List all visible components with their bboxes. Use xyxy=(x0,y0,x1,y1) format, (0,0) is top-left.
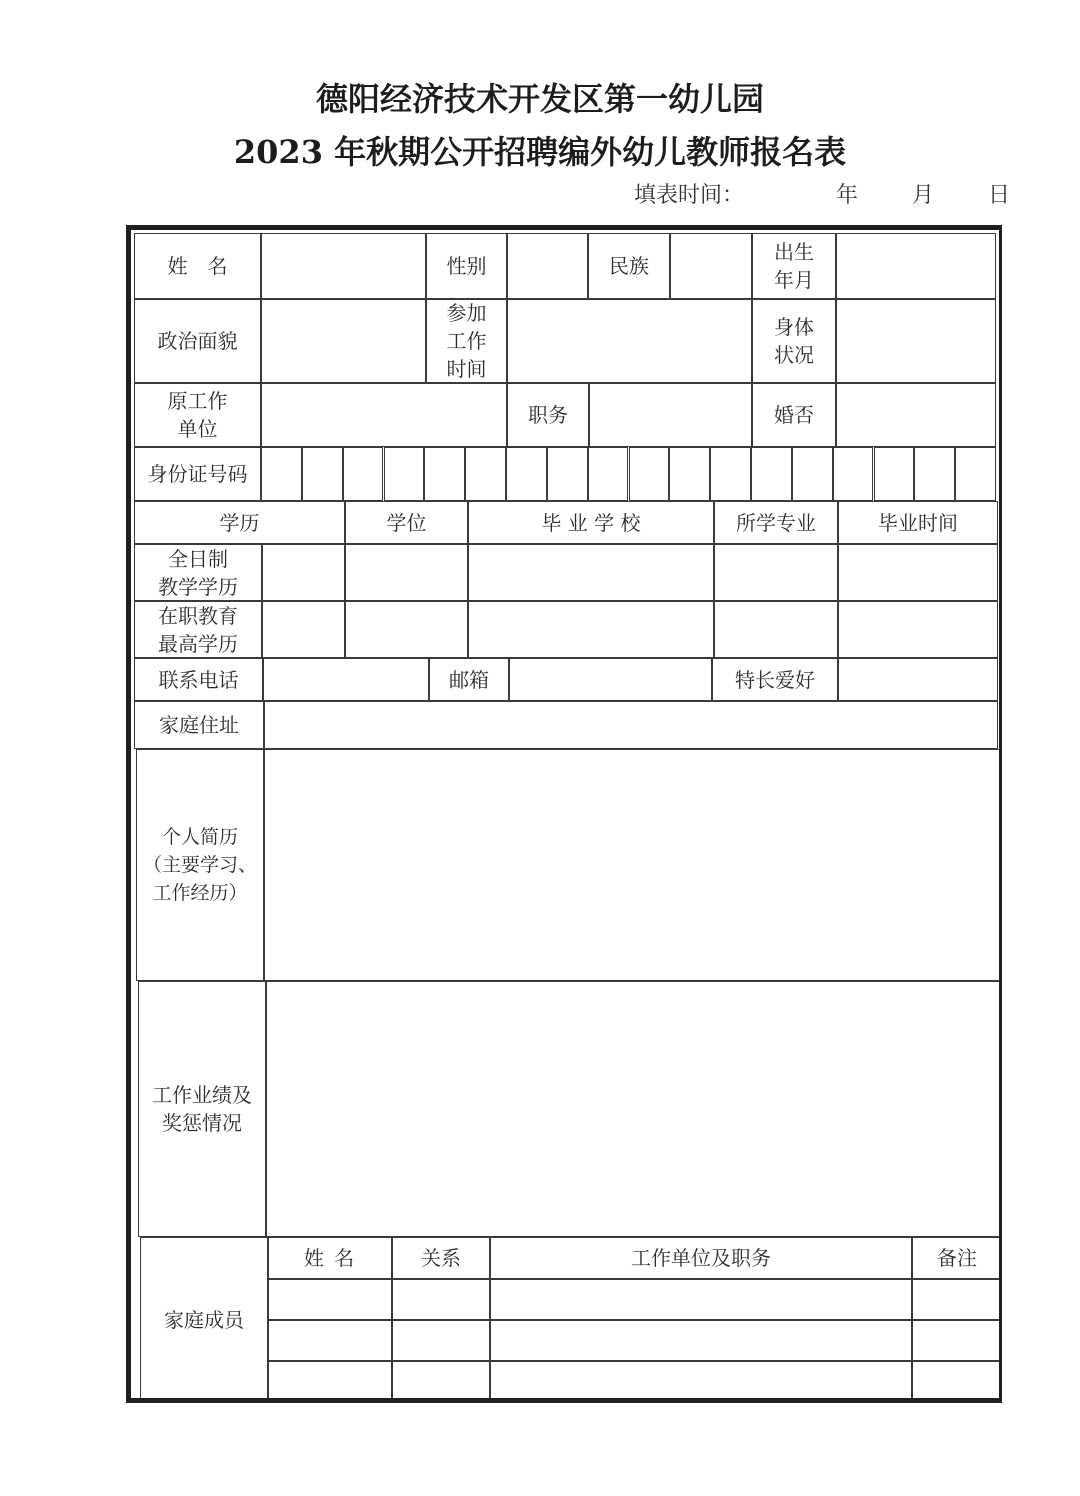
family-name-field[interactable] xyxy=(268,1279,392,1320)
major-header: 所学专业 xyxy=(714,501,838,544)
hobby-label: 特长爱好 xyxy=(712,658,838,701)
degree-header: 学位 xyxy=(345,501,468,544)
fill-time-year: 年 xyxy=(836,183,859,208)
family-work-field[interactable] xyxy=(490,1361,912,1403)
email-label: 邮箱 xyxy=(429,658,509,701)
registration-form xyxy=(126,225,1002,1403)
ethnicity-field[interactable] xyxy=(670,233,752,299)
fulltime-school-field[interactable] xyxy=(468,544,714,601)
id-digit-box[interactable] xyxy=(547,447,588,501)
id-number-label: 身份证号码 xyxy=(134,447,261,501)
health-label: 身体 状况 xyxy=(752,299,836,383)
resume-field[interactable] xyxy=(264,749,1000,981)
family-note-field[interactable] xyxy=(912,1279,1002,1320)
achievements-label: 工作业绩及 奖惩情况 xyxy=(138,981,266,1237)
family-note-header: 备注 xyxy=(912,1237,1002,1279)
name-field[interactable] xyxy=(261,233,426,299)
family-relation-field[interactable] xyxy=(392,1279,490,1320)
prev-unit-label: 原工作 单位 xyxy=(134,383,261,447)
phone-field[interactable] xyxy=(263,658,429,701)
fulltime-education-field[interactable] xyxy=(262,544,345,601)
ethnicity-label: 民族 xyxy=(588,233,670,299)
id-digit-box[interactable] xyxy=(833,447,874,501)
id-digit-box[interactable] xyxy=(955,447,996,501)
family-relation-field[interactable] xyxy=(392,1361,490,1403)
gender-label: 性别 xyxy=(426,233,507,299)
id-digit-box[interactable] xyxy=(302,447,343,501)
form-subtitle: 2023 年秋期公开招聘编外幼儿教师报名表 xyxy=(233,133,847,171)
work-start-label: 参加 工作 时间 xyxy=(426,299,507,383)
health-field[interactable] xyxy=(836,299,996,383)
hobby-field[interactable] xyxy=(838,658,998,701)
address-label: 家庭住址 xyxy=(134,701,264,749)
id-digit-box[interactable] xyxy=(261,447,302,501)
birth-field[interactable] xyxy=(836,233,996,299)
id-digit-box[interactable] xyxy=(669,447,710,501)
fulltime-grad-field[interactable] xyxy=(838,544,998,601)
family-work-field[interactable] xyxy=(490,1320,912,1361)
resume-label: 个人简历 （主要学习、 工作经历） xyxy=(136,749,264,981)
fill-time-month: 月 xyxy=(912,183,935,208)
family-work-field[interactable] xyxy=(490,1279,912,1320)
form-title: 德阳经济技术开发区第一幼儿园 xyxy=(315,80,764,118)
name-label: 姓 名 xyxy=(134,233,261,299)
family-relation-field[interactable] xyxy=(392,1320,490,1361)
inservice-label: 在职教育 最高学历 xyxy=(134,601,262,658)
id-digit-box[interactable] xyxy=(424,447,465,501)
achievements-field[interactable] xyxy=(266,981,1002,1237)
family-note-field[interactable] xyxy=(912,1361,1002,1403)
id-digit-box[interactable] xyxy=(343,447,384,501)
position-label: 职务 xyxy=(507,383,589,447)
family-relation-header: 关系 xyxy=(392,1237,490,1279)
inservice-grad-field[interactable] xyxy=(838,601,998,658)
id-digit-box[interactable] xyxy=(792,447,833,501)
id-digit-box[interactable] xyxy=(506,447,547,501)
birth-label: 出生 年月 xyxy=(752,233,836,299)
fill-time-label: 填表时间： xyxy=(634,183,745,208)
education-header: 学历 xyxy=(134,501,345,544)
fulltime-label: 全日制 教学学历 xyxy=(134,544,262,601)
inservice-school-field[interactable] xyxy=(468,601,714,658)
id-digit-box[interactable] xyxy=(710,447,751,501)
political-field[interactable] xyxy=(261,299,426,383)
id-digit-box[interactable] xyxy=(384,447,425,501)
position-field[interactable] xyxy=(589,383,752,447)
id-digit-box[interactable] xyxy=(751,447,792,501)
id-digit-box[interactable] xyxy=(588,447,629,501)
school-header: 毕 业 学 校 xyxy=(468,501,714,544)
id-digit-box[interactable] xyxy=(629,447,670,501)
email-field[interactable] xyxy=(509,658,712,701)
grad-time-header: 毕业时间 xyxy=(838,501,998,544)
phone-label: 联系电话 xyxy=(134,658,263,701)
family-name-field[interactable] xyxy=(268,1361,392,1403)
inservice-degree-field[interactable] xyxy=(345,601,468,658)
marital-field[interactable] xyxy=(836,383,996,447)
fulltime-degree-field[interactable] xyxy=(345,544,468,601)
marital-label: 婚否 xyxy=(752,383,836,447)
fill-time-day: 日 xyxy=(988,183,1011,208)
family-note-field[interactable] xyxy=(912,1320,1002,1361)
work-start-field[interactable] xyxy=(507,299,752,383)
id-digit-box[interactable] xyxy=(465,447,506,501)
political-label: 政治面貌 xyxy=(134,299,261,383)
fulltime-major-field[interactable] xyxy=(714,544,838,601)
id-digit-box[interactable] xyxy=(874,447,915,501)
inservice-education-field[interactable] xyxy=(262,601,345,658)
gender-field[interactable] xyxy=(507,233,588,299)
family-work-header: 工作单位及职务 xyxy=(490,1237,912,1279)
family-label: 家庭成员 xyxy=(140,1237,268,1403)
family-name-header: 姓 名 xyxy=(268,1237,392,1279)
prev-unit-field[interactable] xyxy=(261,383,507,447)
address-field[interactable] xyxy=(264,701,998,749)
family-name-field[interactable] xyxy=(268,1320,392,1361)
id-digit-box[interactable] xyxy=(914,447,955,501)
inservice-major-field[interactable] xyxy=(714,601,838,658)
